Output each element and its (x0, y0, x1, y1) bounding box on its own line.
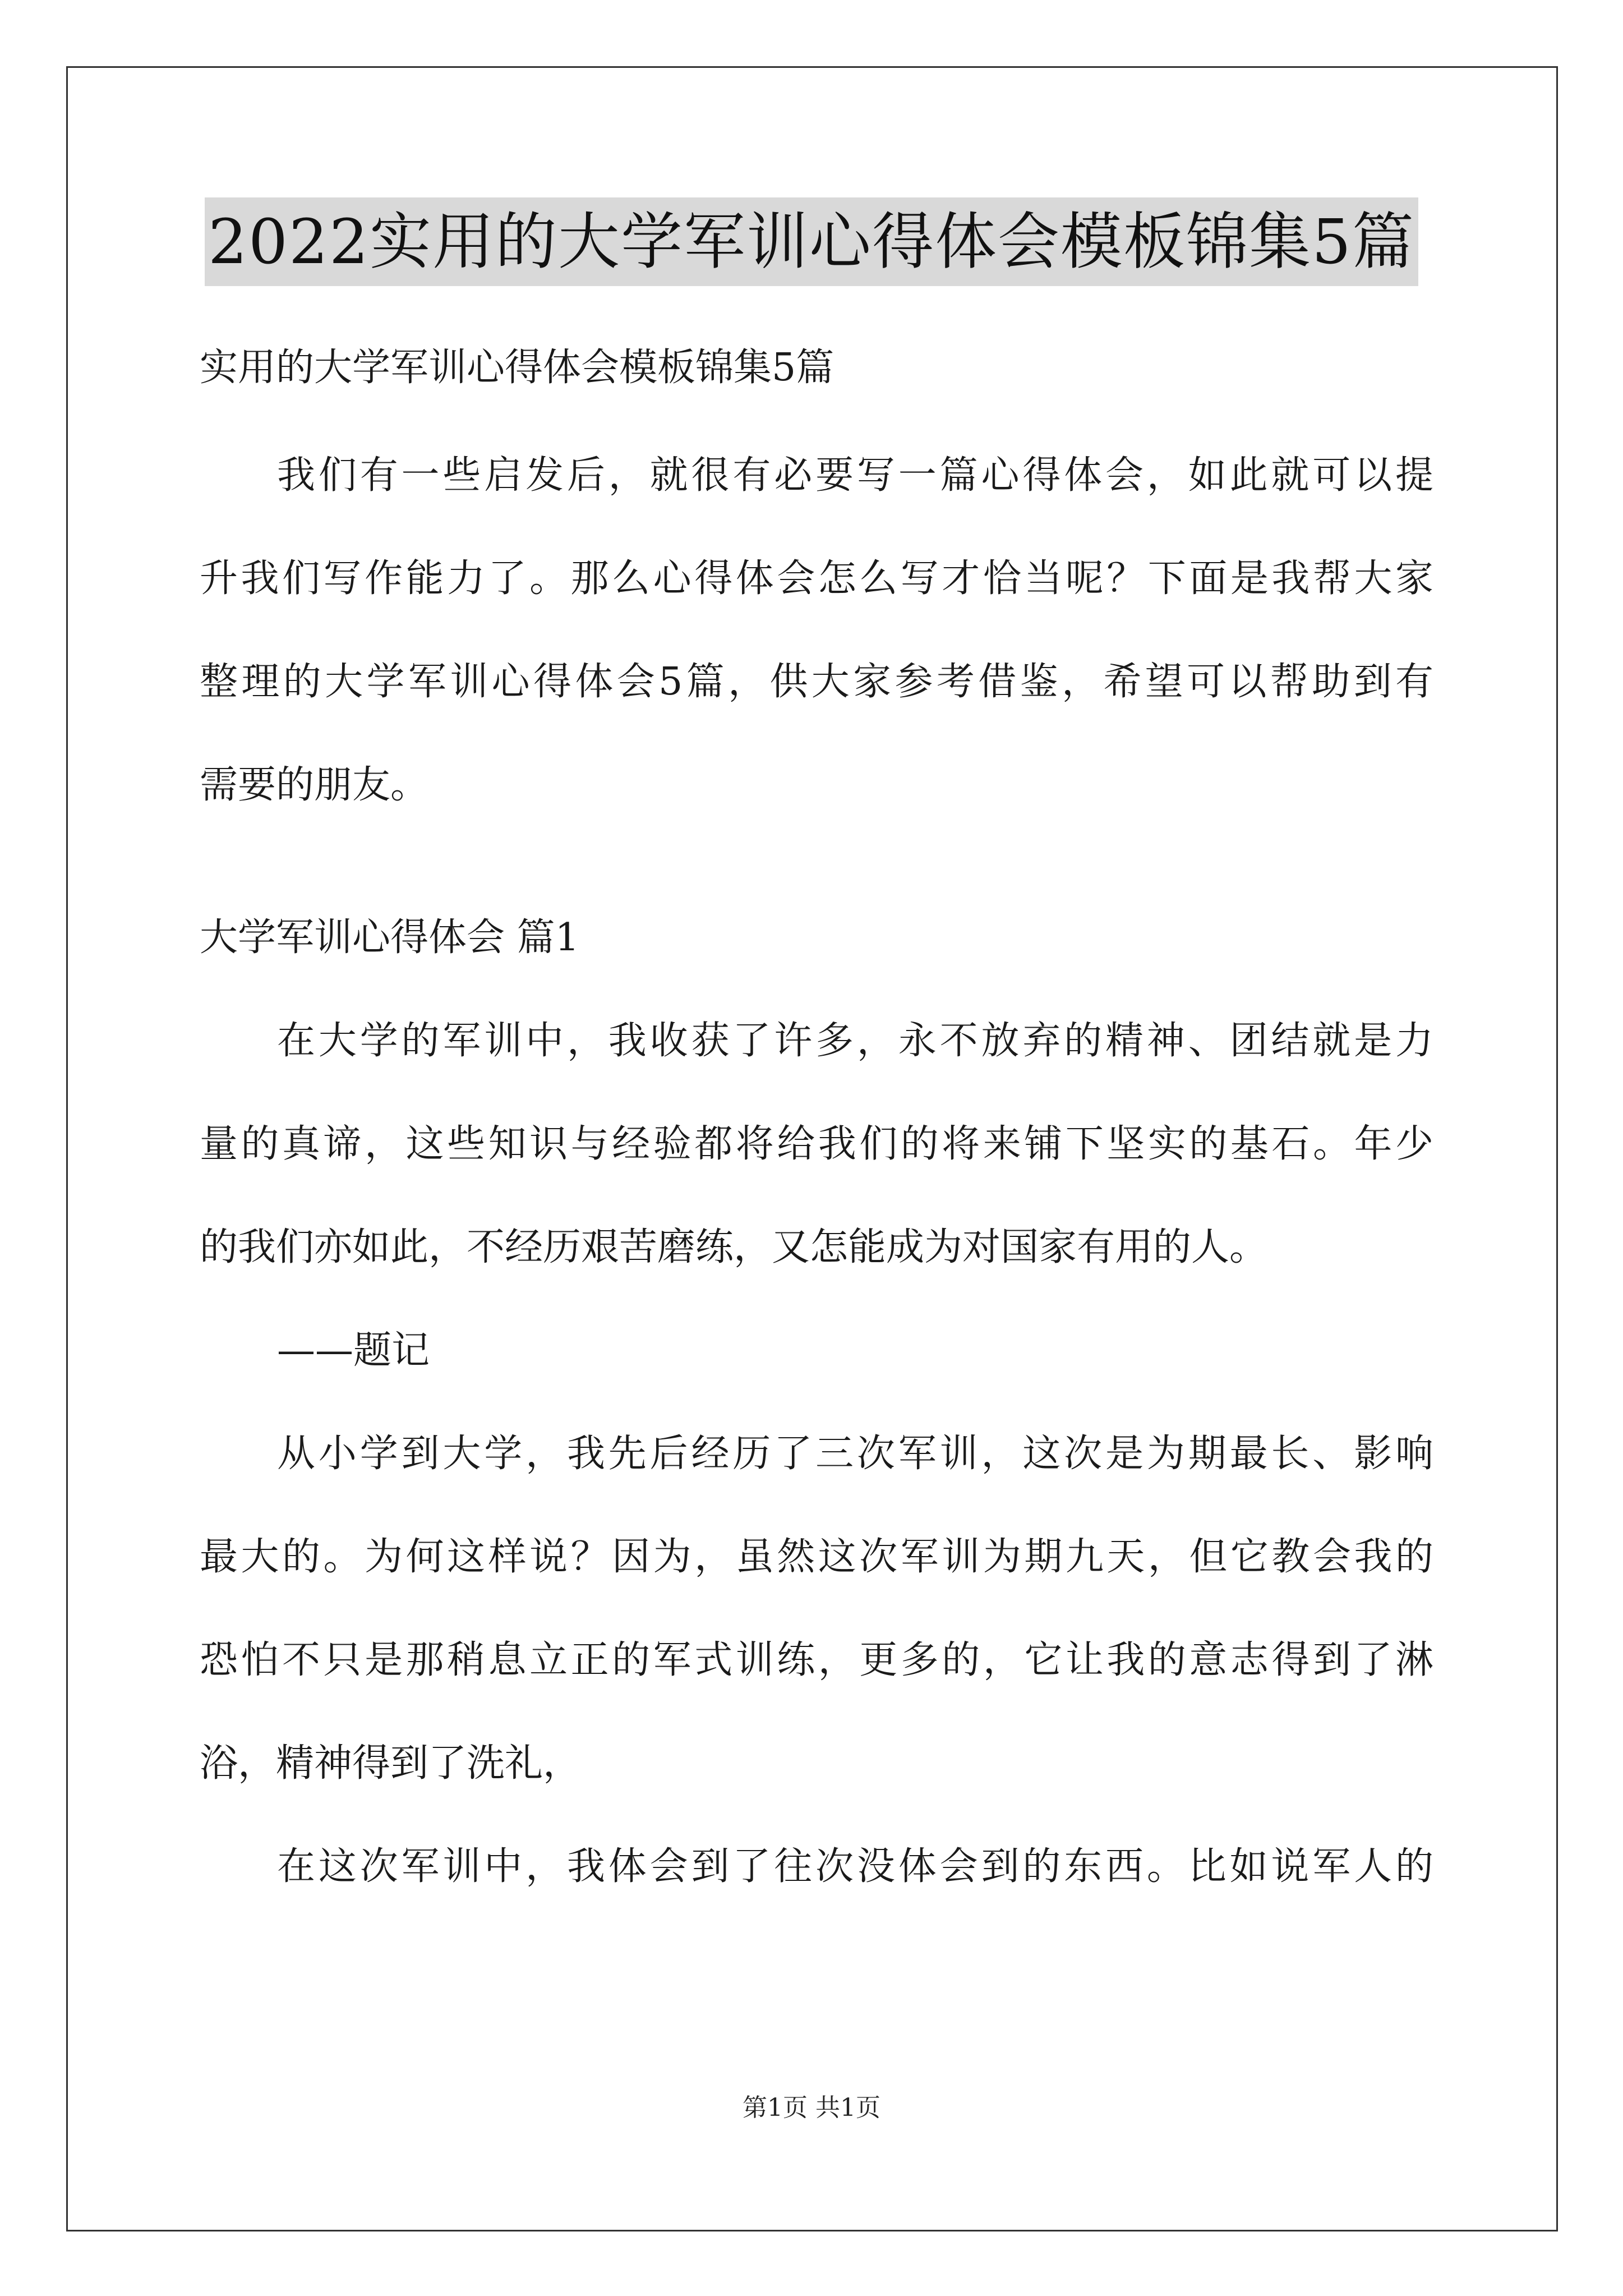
page-footer (0, 2091, 1623, 2125)
text-line: 在大学的军训中，我收获了许多，永不放弃的精神、团结就是力 (277, 1019, 1433, 1063)
epigraph-paragraph (200, 1325, 1433, 1377)
text-line: 从小学到大学，我先后经历了三次军训，这次是为期最长、影响 (277, 1432, 1433, 1476)
body-paragraph-2 (200, 1428, 1433, 1789)
section-heading: 大学军训心得体会 篇1 (200, 915, 579, 960)
document-title: 2022实用的大学军训心得体会模板锦集5篇 (205, 197, 1418, 286)
document-subtitle: 实用的大学军训心得体会模板锦集5篇 (200, 346, 834, 390)
intro-paragraph (200, 450, 1433, 811)
text-line: 的我们亦如此，不经历艰苦磨练，又怎能成为对国家有用的人。 (200, 1225, 1268, 1269)
text-line: 浴，精神得到了洗礼， (200, 1741, 582, 1786)
text-line: 我们有一些启发后，就很有必要写一篇心得体会，如此就可以提 (277, 453, 1433, 498)
text-line: 升我们写作能力了。那么心得体会怎么写才恰当呢？下面是我帮大家 (200, 556, 1433, 601)
body-paragraph-3 (200, 1841, 1433, 1893)
text-line: 量的真谛，这些知识与经验都将给我们的将来铺下坚实的基石。年少 (200, 1122, 1433, 1166)
text-line: 在这次军训中，我体会到了往次没体会到的东西。比如说军人的 (277, 1844, 1433, 1889)
text-line: 需要的朋友。 (200, 763, 429, 807)
body-paragraph-1 (200, 1015, 1433, 1273)
page-number: 第1页 共1页 (743, 2093, 880, 2122)
text-line: 恐怕不只是那稍息立正的军式训练，更多的，它让我的意志得到了淋 (200, 1638, 1433, 1682)
text-line: 整理的大学军训心得体会5篇，供大家参考借鉴，希望可以帮助到有 (200, 660, 1433, 704)
title-container (0, 197, 1623, 286)
document-body (200, 342, 1433, 1944)
text-line: 最大的。为何这样说？因为，虽然这次军训为期九天，但它教会我的 (200, 1535, 1433, 1579)
epigraph: ——题记 (277, 1328, 430, 1373)
